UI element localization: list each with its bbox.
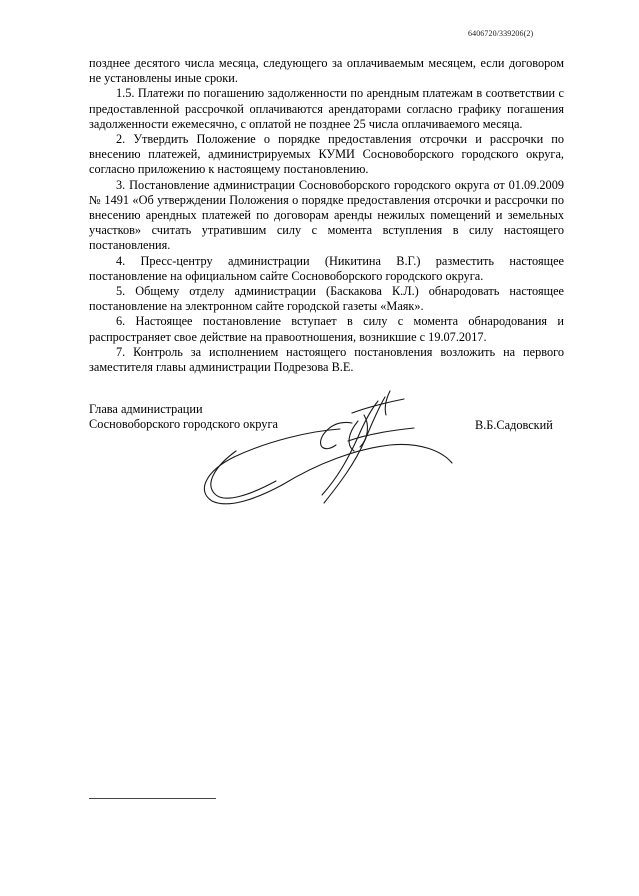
signatory-position-line1: Глава администрации — [89, 402, 203, 416]
handwritten-signature — [190, 385, 460, 510]
signatory-position-line2: Сосновоборского городского округа — [89, 417, 278, 432]
paragraph-2: 2. Утвердить Положение о порядке предоставления отсрочки и рассрочки по внесению платежей, администрируемых КУМИ Сосновоборского городского округа, согласно приложению к настоящему постановлению. — [89, 132, 564, 177]
signatory-name: В.Б.Садовский — [475, 418, 553, 432]
paragraph-7: 7. Контроль за исполнением настоящего постановления возложить на первого заместителя главы администрации Подрезова В.Е. — [89, 344, 564, 375]
paragraph-continuation: позднее десятого числа месяца, следующего за оплачиваемым месяцем, если договором не установлены иные сроки. — [89, 56, 564, 86]
footer-divider — [89, 798, 216, 799]
paragraph-4: 4. Пресс-центру администрации (Никитина В.Г.) разместить настоящее постановление на официальном сайте Сосновоборского городского округа. — [89, 253, 564, 283]
document-body — [89, 56, 564, 375]
paragraph-1-5: 1.5. Платежи по погашению задолженности по арендным платежам в соответствии с предоставленной рассрочкой оплачиваются арендаторами согласно графику погашения задолженности ежемесячно, с оплатой не позднее 25 числа оплачиваемого месяца. — [89, 86, 564, 131]
document-number: 6406720/339206(2) — [468, 29, 534, 38]
paragraph-6: 6. Настоящее постановление вступает в силу с момента обнародования и распространяет свое действие на правоотношения, возникшие с 19.07.2017. — [89, 314, 564, 344]
paragraph-5: 5. Общему отделу администрации (Баскакова К.Л.) обнародовать настоящее постановление на электронном сайте городской газеты «Маяк». — [89, 284, 564, 314]
paragraph-3: 3. Постановление администрации Сосновоборского городского округа от 01.09.2009 № 1491 «Об утверждении Положения о порядке предоставления отсрочки и рассрочки по внесению арендных платежей по договорам аренды нежилых помещений и земельных участков» считать утратившим силу с момента вступления в силу настоящего постановления. — [89, 177, 564, 253]
